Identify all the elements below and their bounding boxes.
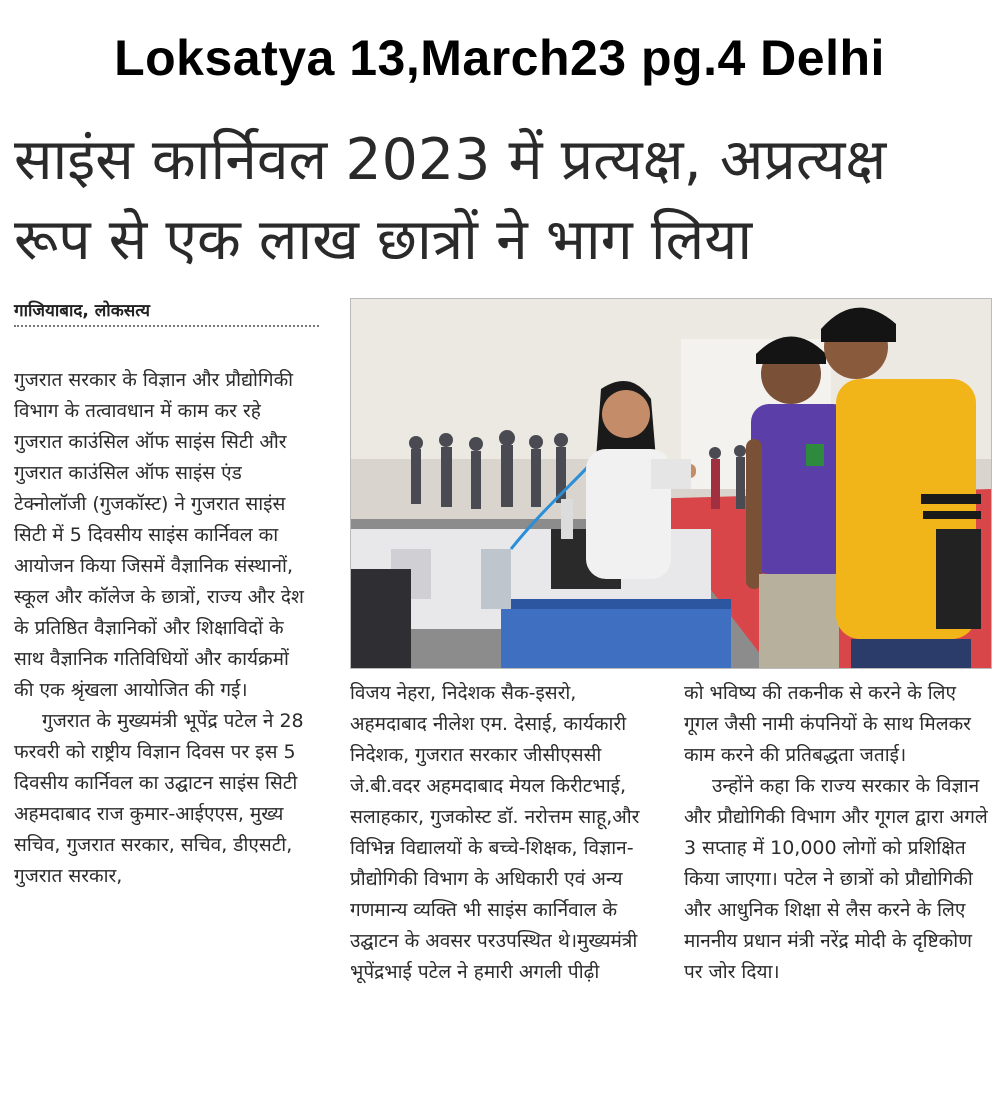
article-headline	[14, 120, 989, 280]
science-carnival-photo	[351, 299, 991, 668]
column-2-paragraph-1: विजय नेहरा, निदेशक सैक-इसरो, अहमदाबाद नीलेश एम. देसाई, कार्यकारी निदेशक, गुजरात सरकार जीसीएससी जे.बी.वदर अहमदाबाद मेयल किरीटभाई, सलाहकार, गुजकोस्ट डॉ. नरोत्तम साहू,और विभिन्न विद्यालयों के बच्चे-शिक्षक, विज्ञान-प्रौद्योगिकी विभाग के अधिकारी एवं अन्य गणमान्य व्यक्ति भी साइंस कार्निवाल के उद्घाटन के अवसर परउपस्थित थे।मुख्यमंत्री भूपेंद्रभाई पटेल ने हमारी अगली पीढ़ी	[350, 682, 640, 983]
headline-line-2: रूप से एक लाख छात्रों ने भाग लिया	[14, 207, 753, 273]
article-column-1	[14, 365, 314, 892]
article-column-2	[350, 678, 655, 988]
headline-line-1: साइंस कार्निवल 2023 में प्रत्यक्ष, अप्रत्यक्ष	[14, 127, 887, 193]
article-photo	[350, 298, 992, 669]
clipping-caption: Loksatya 13,March23 pg.4 Delhi	[114, 30, 885, 86]
photo-equipment	[501, 599, 731, 668]
column-1-paragraph-1: गुजरात सरकार के विज्ञान और प्रौद्योगिकी विभाग के तत्वावधान में काम कर रहे गुजरात काउंसिल ऑफ साइंस सिटी और गुजरात काउंसिल ऑफ साइंस एंड टेक्नोलॉजी (गुजकॉस्ट) ने गुजरात साइंस सिटी में 5 दिवसीय साइंस कार्निवल का आयोजन किया जिसमें वैज्ञानिक संस्थानों, स्कूल और कॉलेज के छात्रों, राज्य और देश के प्रतिष्ठित वैज्ञानिकों और शिक्षाविदों के साथ वैज्ञानिक गतिविधियों और कार्यक्रमों की एक श्रृंखला आयोजित की गई।	[14, 369, 304, 701]
article-column-3	[684, 678, 989, 988]
article-dateline: गाजियाबाद, लोकसत्य	[14, 298, 319, 327]
column-3-paragraph-1: को भविष्य की तकनीक से करने के लिए गूगल जैसी नामी कंपनियों के साथ मिलकर काम करने की प्रतिबद्धता जताई।	[684, 682, 971, 766]
column-3-paragraph-2: उन्होंने कहा कि राज्य सरकार के विज्ञान और प्रौद्योगिकी विभाग और गूगल द्वारा अगले 3 सप्ताह में 10,000 लोगों को प्रशिक्षित किया जाएगा। पटेल ने छात्रों को प्रौद्योगिकी और आधुनिक शिक्षा से लैस करने के लिए माननीय प्रधान मंत्री नरेंद्र मोदी के दृष्टिकोण पर जोर दिया।	[684, 775, 988, 983]
column-1-paragraph-2: गुजरात के मुख्यमंत्री भूपेंद्र पटेल ने 28 फरवरी को राष्ट्रीय विज्ञान दिवस पर इस 5 दिवसीय कार्निवल का उद्घाटन साइंस सिटी अहमदाबाद राज कुमार-आईएएस, मुख्य सचिव, गुजरात सरकार, सचिव, डीएसटी, गुजरात सरकार,	[14, 710, 304, 887]
